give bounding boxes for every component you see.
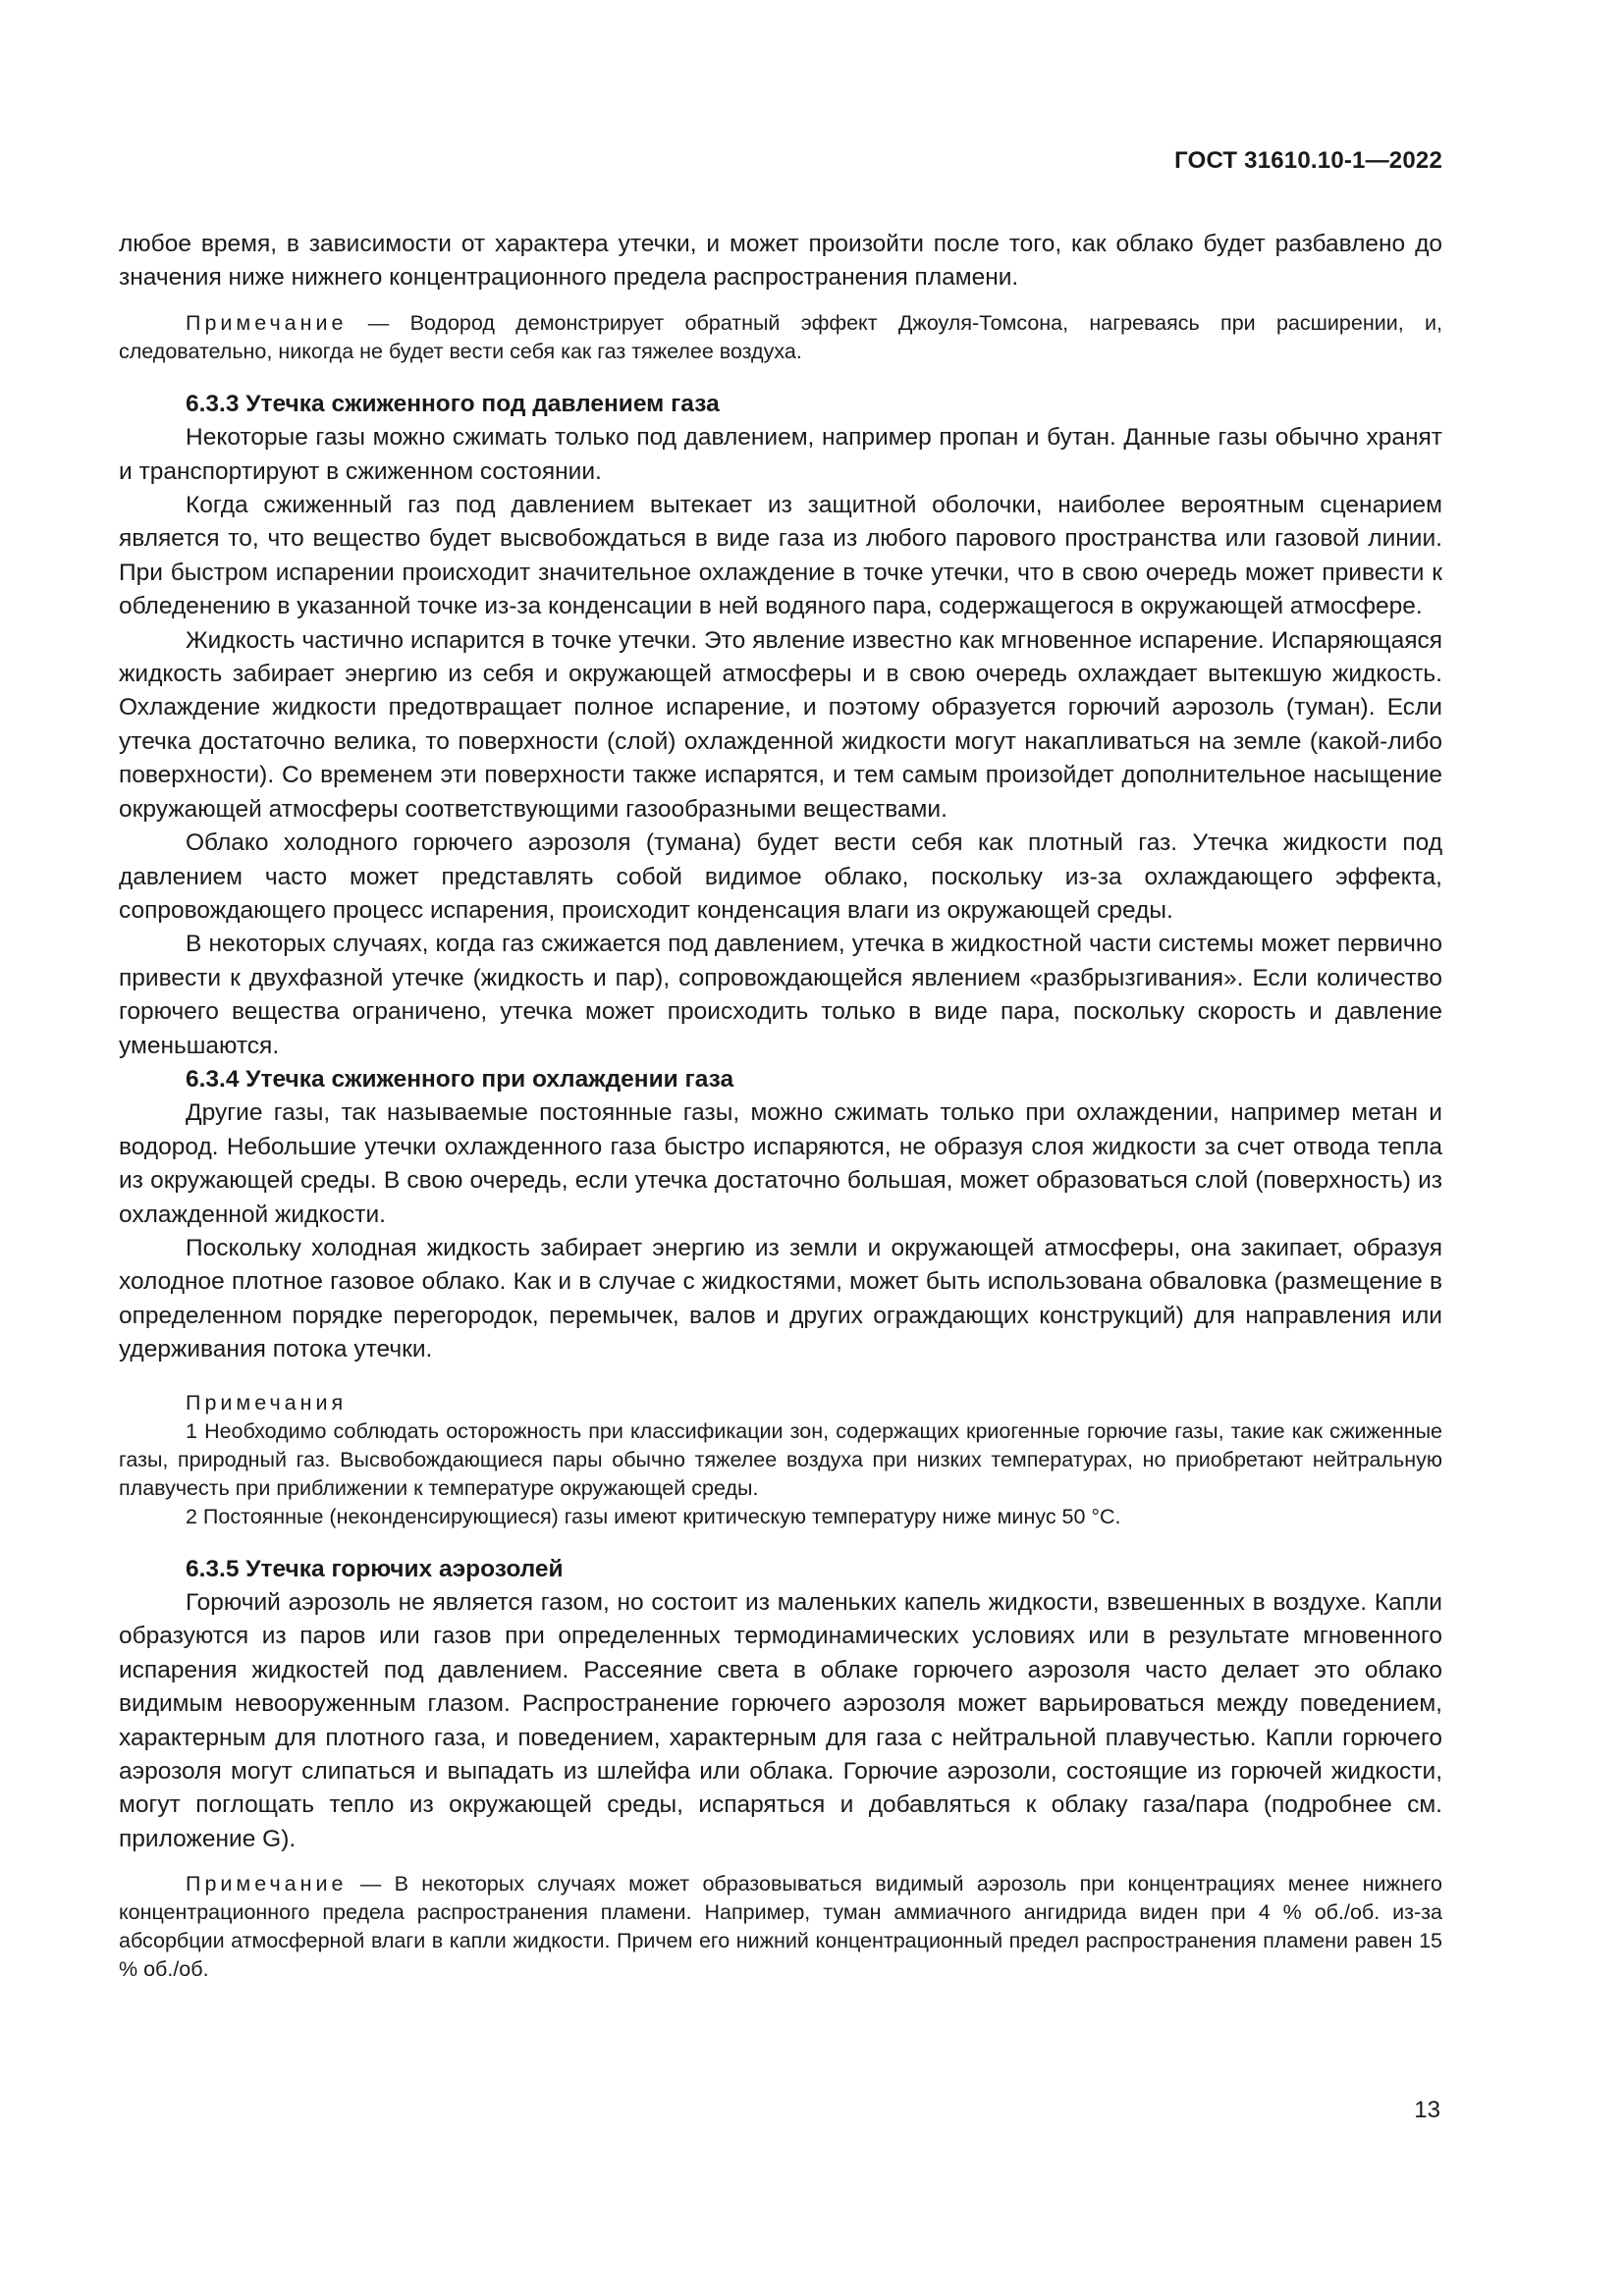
note-label: Примечание (186, 310, 348, 335)
paragraph-continuation: любое время, в зависимости от характера утечки, и может произойти после того, как облако будет разбавлено до значения ниже нижнего концентрационного предела распространения пламени. (119, 231, 1442, 292)
section-heading-6-3-5: 6.3.5 Утечка горючих аэрозолей (186, 1555, 564, 1582)
note-label: Примечание (186, 1872, 348, 1896)
paragraph: Другие газы, так называемые постоянные газы, можно сжимать только при охлаждении, например метан и водород. Небольшие утечки охлажденного газа быстро испаряются, не образуя слоя жидкости за счет отвода тепла из окружающей среды. В свою очередь, если утечка достаточно большая, может образоваться слой (поверхность) из охлажденной жидкости. (119, 1099, 1442, 1228)
note-text: — В некоторых случаях может образовываться видимый аэрозоль при концентрациях менее нижнего концентрационного предела распространения пламени. Например, туман аммиачного ангидрида виден при 4 % об./об. из-за абсорбции атмосферной влаги в капли жидкости. Причем его нижний концентрационный предел распространения пламени равен 15 % об./об. (119, 1872, 1442, 1982)
paragraph: Когда сжиженный газ под давлением вытекает из защитной оболочки, наиболее вероятным сценарием является то, что вещество будет высвобождаться в виде газа из любого парового пространства или газовой линии. При быстром испарении происходит значительное охлаждение в точке утечки, что в свою очередь может привести к обледенению в указанной точке из-за конденсации в ней водяного пара, содержащегося в окружающей атмосфере. (119, 492, 1442, 620)
section-heading-6-3-4: 6.3.4 Утечка сжиженного при охлаждении газа (186, 1065, 734, 1093)
note-item-2: 2 Постоянные (неконденсирующиеся) газы имеют критическую температуру ниже минус 50 °С. (186, 1504, 1121, 1528)
paragraph: Горючий аэрозоль не является газом, но состоит из маленьких капель жидкости, взвешенных в воздухе. Капли образуются из паров или газов при определенных термодинамических условиях или в результате мгновенного испарения жидкостей под давлением. Рассеяние света в облаке горючего аэрозоля часто делает это облако видимым невооруженным глазом. Распространение горючего аэрозоля может варьироваться между поведением, характерным для плотного газа, и поведением, характерным для газа с нейтральной плавучестью. Капли горючего аэрозоля могут слипаться и выпадать из шлейфа или облака. Горючие аэрозоли, состоящие из горючей жидкости, могут поглощать тепло из окружающей среды, испаряться и добавляться к облаку газа/пара (подробнее см. приложение G). (119, 1589, 1442, 1852)
paragraph: Жидкость частично испарится в точке утечки. Это явление известно как мгновенное испарение. Испаряющаяся жидкость забирает энергию из себя и окружающей атмосферы и в свою очередь охлаждает вытекшую жидкость. Охлаждение жидкости предотвращает полное испарение, и поэтому образуется горючий аэрозоль (туман). Если утечка достаточно велика, то поверхности (слой) охлажденной жидкости могут накапливаться на земле (какой-либо поверхности). Со временем эти поверхности также испарятся, и тем самым произойдет дополнительное насыщение окружающей атмосферы соответствующими газообразными веществами. (119, 626, 1442, 823)
section-heading-6-3-3: 6.3.3 Утечка сжиженного под давлением газа (186, 390, 720, 417)
paragraph: Поскольку холодная жидкость забирает энергию из земли и окружающей атмосферы, она закипает, образуя холодное плотное газовое облако. Как и в случае с жидкостями, может быть использована обваловка (размещение в определенном порядке перегородок, перемычек, валов и других ограждающих конструкций) для направления или удерживания потока утечки. (119, 1234, 1442, 1363)
paragraph: Облако холодного горючего аэрозоля (тумана) будет вести себя как плотный газ. Утечка жидкости под давлением часто может представлять собой видимое облако, поскольку из-за охлаждающего эффекта, сопровождающего процесс испарения, происходит конденсация влаги из окружающей среды. (119, 829, 1442, 924)
paragraph: В некоторых случаях, когда газ сжижается под давлением, утечка в жидкостной части системы может первично привести к двухфазной утечке (жидкость и пар), сопровождающейся явлением «разбрызгивания». Если количество горючего вещества ограничено, утечка может происходить только в виде пара, поскольку скорость и давление уменьшаются. (119, 931, 1442, 1059)
note-text: — Водород демонстрирует обратный эффект Джоуля-Томсона, нагреваясь при расширении, и, следовательно, никогда не будет вести себя как газ тяжелее воздуха. (119, 310, 1442, 363)
note-hydrogen (119, 309, 1442, 366)
page-number: 13 (1414, 2097, 1440, 2123)
notes-heading: Примечания (186, 1390, 348, 1415)
note-item-1: 1 Необходимо соблюдать осторожность при классификации зон, содержащих криогенные горючие газы, такие как сжиженные газы, природный газ. Высвобождающиеся пары обычно тяжелее воздуха при низких температурах, но приобретают нейтральную плавучесть при приближении к температуре окружающей среды. (119, 1418, 1442, 1500)
document-header: ГОСТ 31610.10-1—2022 (1174, 147, 1442, 174)
paragraph: Некоторые газы можно сжимать только под давлением, например пропан и бутан. Данные газы обычно хранят и транспортируют в сжиженном состоянии. (119, 424, 1442, 485)
page-content (119, 228, 1442, 1984)
note-aerosol (119, 1870, 1442, 1984)
